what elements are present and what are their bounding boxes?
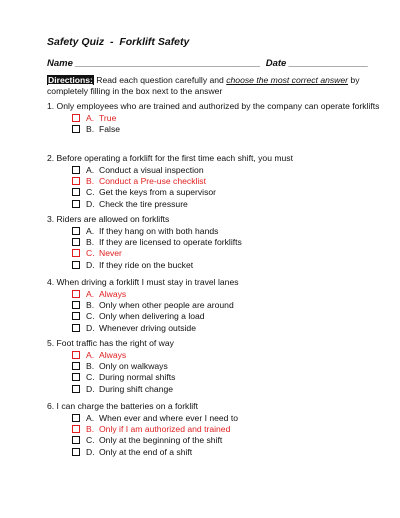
question-1 — [47, 101, 387, 135]
answer-option[interactable] — [72, 164, 387, 175]
checkbox[interactable] — [72, 177, 80, 185]
option-text: If they hang on with both hands — [99, 225, 219, 236]
option-letter: C. — [86, 311, 95, 322]
option-letter: C. — [86, 248, 95, 259]
answer-option[interactable] — [72, 299, 387, 310]
option-letter: D. — [86, 383, 95, 394]
option-letter: D. — [86, 198, 95, 209]
checkbox[interactable] — [72, 425, 80, 433]
option-letter: A. — [86, 412, 95, 423]
quiz-title: Safety Quiz - Forklift Safety — [47, 36, 190, 48]
question-6 — [47, 401, 387, 457]
answer-option[interactable] — [72, 349, 387, 360]
answer-option[interactable] — [72, 322, 387, 333]
answer-option[interactable] — [72, 225, 387, 236]
answer-option[interactable] — [72, 248, 387, 259]
answer-option[interactable] — [72, 123, 387, 134]
option-letter: B. — [86, 175, 95, 186]
answer-option[interactable] — [72, 175, 387, 186]
option-letter: A. — [86, 225, 95, 236]
answer-option[interactable] — [72, 288, 387, 299]
answer-option[interactable] — [72, 198, 387, 209]
option-text: Never — [99, 248, 122, 259]
option-letter: B. — [86, 423, 95, 434]
option-letter: C. — [86, 372, 95, 383]
checkbox[interactable] — [72, 227, 80, 235]
option-letter: D. — [86, 446, 95, 457]
checkbox[interactable] — [72, 238, 80, 246]
option-letter: D. — [86, 259, 95, 270]
option-letter: C. — [86, 187, 95, 198]
checkbox[interactable] — [72, 351, 80, 359]
answer-option[interactable] — [72, 259, 387, 270]
option-text: Always — [99, 288, 127, 299]
answer-option[interactable] — [72, 187, 387, 198]
option-text: Whenever driving outside — [99, 322, 196, 333]
checkbox[interactable] — [72, 166, 80, 174]
checkbox[interactable] — [72, 290, 80, 298]
option-letter: A. — [86, 112, 95, 123]
question-3 — [47, 214, 387, 270]
answer-option[interactable] — [72, 236, 387, 247]
question-text: 5. Foot traffic has the right of way — [47, 338, 174, 348]
option-letter: B. — [86, 360, 95, 371]
question-2 — [47, 153, 387, 209]
directions — [47, 75, 367, 97]
option-text: Get the keys from a supervisor — [99, 187, 217, 198]
option-text: Check the tire pressure — [99, 198, 188, 209]
answer-option[interactable] — [72, 360, 387, 371]
option-text: Only on walkways — [99, 360, 168, 371]
option-letter: B. — [86, 236, 95, 247]
option-text: Only when delivering a load — [99, 311, 205, 322]
option-text: Conduct a visual inspection — [99, 164, 204, 175]
question-text: 1. Only employees who are trained and authorized by the company can operate forklifts — [47, 101, 380, 111]
answer-option[interactable] — [72, 423, 387, 434]
option-letter: C. — [86, 435, 95, 446]
checkbox[interactable] — [72, 373, 80, 381]
option-text: Only at the beginning of the shift — [99, 435, 223, 446]
option-text: Only if I am authorized and trained — [99, 423, 231, 434]
answer-option[interactable] — [72, 435, 387, 446]
checkbox[interactable] — [72, 114, 80, 122]
question-4 — [47, 277, 387, 333]
question-5 — [47, 338, 387, 394]
checkbox[interactable] — [72, 301, 80, 309]
option-text: Only when other people are around — [99, 299, 234, 310]
checkbox[interactable] — [72, 261, 80, 269]
option-text: When ever and where ever I need to — [99, 412, 239, 423]
option-text: Always — [99, 349, 127, 360]
checkbox[interactable] — [72, 414, 80, 422]
answer-option[interactable] — [72, 112, 387, 123]
option-letter: A. — [86, 349, 95, 360]
checkbox[interactable] — [72, 249, 80, 257]
question-text: 2. Before operating a forklift for the first time each shift, you must — [47, 153, 293, 163]
directions-label: Directions: — [48, 75, 93, 85]
checkbox[interactable] — [72, 448, 80, 456]
option-text: Conduct a Pre-use checklist — [99, 175, 206, 186]
option-letter: B. — [86, 123, 95, 134]
checkbox[interactable] — [72, 200, 80, 208]
answer-option[interactable] — [72, 446, 387, 457]
checkbox[interactable] — [72, 362, 80, 370]
option-letter: A. — [86, 288, 95, 299]
option-letter: B. — [86, 299, 95, 310]
checkbox[interactable] — [72, 312, 80, 320]
option-text: During shift change — [99, 383, 174, 394]
option-text: True — [99, 112, 117, 123]
question-text: 4. When driving a forklift I must stay in travel lanes — [47, 277, 239, 287]
question-text: 6. I can charge the batteries on a forklift — [47, 401, 198, 411]
checkbox[interactable] — [72, 385, 80, 393]
option-text: If they are licensed to operate forklifts — [99, 236, 242, 247]
checkbox[interactable] — [72, 436, 80, 444]
option-text: Only at the end of a shift — [99, 446, 193, 457]
answer-option[interactable] — [72, 372, 387, 383]
checkbox[interactable] — [72, 125, 80, 133]
directions-text-before: Read each question carefully and — [93, 75, 227, 85]
directions-emphasis: choose the most correct answer — [226, 75, 349, 85]
option-letter: A. — [86, 164, 95, 175]
name-date-line: Name ___________________________________ Date _______________ — [47, 58, 369, 69]
directions-text-after: by completely filling in the box next to the answer — [47, 75, 360, 96]
checkbox[interactable] — [72, 188, 80, 196]
option-text: If they ride on the bucket — [99, 259, 194, 270]
question-text: 3. Riders are allowed on forklifts — [47, 214, 170, 224]
option-text: False — [99, 123, 121, 134]
option-letter: D. — [86, 322, 95, 333]
answer-option[interactable] — [72, 383, 387, 394]
answer-option[interactable] — [72, 311, 387, 322]
option-text: During normal shifts — [99, 372, 176, 383]
checkbox[interactable] — [72, 324, 80, 332]
answer-option[interactable] — [72, 412, 387, 423]
